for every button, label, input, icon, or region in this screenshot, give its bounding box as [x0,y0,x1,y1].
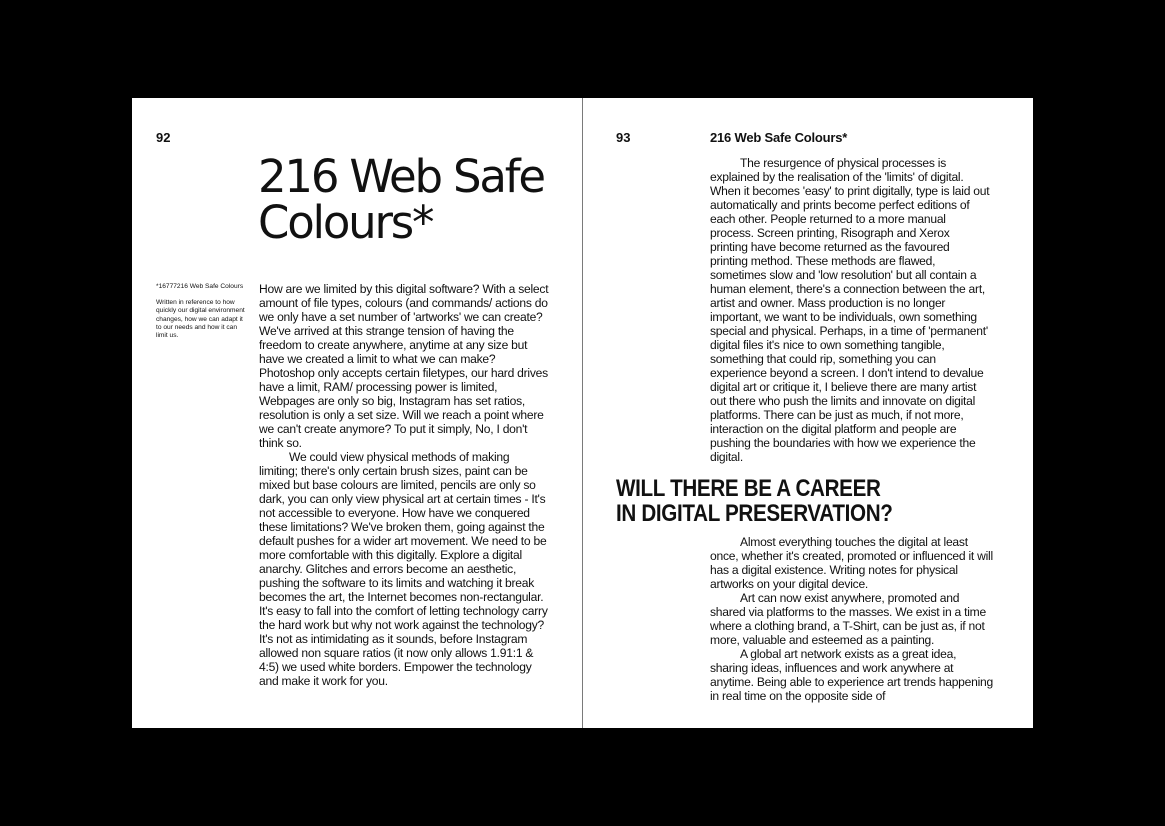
page-number-left: 92 [156,130,171,145]
article-title: 216 Web Safe Colours* [258,150,544,249]
section-heading-line-1: WILL THERE BE A CAREER [616,475,881,502]
paragraph: We could view physical methods of making limiting; there's only certain brush sizes, paint can be mixed but base colours are limited, pencils are only so dark, you can only view physical art at certain times - It's not accessible to everyone. How have we conquered these limitations? We've broken them, going against the default pushes for a wider art movement. We need to be more comfortable with this digitally. Explore a digital anarchy. Glitches and errors become an aesthetic, pushing the software to its limits and watching it break becomes the art, the Internet becomes non-rectangular. It's easy to fall into the comfort of letting technology carry the hard work but why not work against the technology? It's not as intimidating as it sounds, before Instagram allowed non square ratios (it now only allows 1.91:1 & 4:5) we used white borders. Empower the technology and make it work for you. [259,450,548,688]
page-number-right: 93 [616,130,631,145]
paragraph: A global art network exists as a great idea, sharing ideas, influences and work anywhere at anytime. Being able to experience art trends happening in real time on the opposite side of [710,647,993,703]
section-body-text [710,535,995,703]
left-page [132,98,582,728]
left-body-text [259,282,549,688]
right-page [583,98,1033,728]
paragraph: How are we limited by this digital software? With a select amount of file types, colours (and commands/ actions do we only have a set number of 'artworks' we can create? We've arrived at this strange tension of having the freedom to create anywhere, anytime at any size but have we created a limit to what we can make? Photoshop only accepts certain filetypes, our hard drives have a limit, RAM/ processing power is limited, Webpages are only so big, Instagram has set ratios, resolution is only a set size. Will we reach a point where we can't create anymore? To put it simply, No, I don't think so. [259,282,549,450]
sidenote [156,283,248,340]
right-body-text [710,156,990,464]
section-heading [616,476,926,526]
sidenote-text: Written in reference to how quickly our digital environment changes, how we can adapt it to our needs and how it can limit us. [156,299,245,340]
section-heading-line-2: IN DIGITAL PRESERVATION? [616,500,893,527]
sidenote-title: *16777216 Web Safe Colours [156,283,244,290]
paragraph: Almost everything touches the digital at least once, whether it's created, promoted or influenced it will has a digital existence. Writing notes for physical artworks on your digital device. [710,535,993,591]
running-head: 216 Web Safe Colours* [710,130,848,145]
paragraph: The resurgence of physical processes is explained by the realisation of the 'limits' of digital. When it becomes 'easy' to print digitally, type is laid out automatically and prints become perfect editions of each other. People returned to a more manual process. Screen printing, Risograph and Xerox printing have become returned as the favoured printing method. These methods are flawed, sometimes slow and 'low resolution' but all contain a human element, there's a connection between the art, artist and owner. Mass production is no longer important, we want to be individuals, own something special and physical. Perhaps, in a time of 'permanent' digital files it's nice to own something tangible, something that could rip, something you can experience beyond a screen. I don't intend to devalue digital art or critique it, I believe there are many artist out there who push the limits and innovate on digital platforms. There can be just as much, if not more, interaction on the digital platform and people are pushing the boundaries with how we experience the digital. [710,156,990,464]
book-spread [132,98,1033,728]
paragraph: Art can now exist anywhere, promoted and shared via platforms to the masses. We exist in a time where a clothing brand, a T-Shirt, can be just as, if not more, valuable and esteemed as a painting. [710,591,986,647]
